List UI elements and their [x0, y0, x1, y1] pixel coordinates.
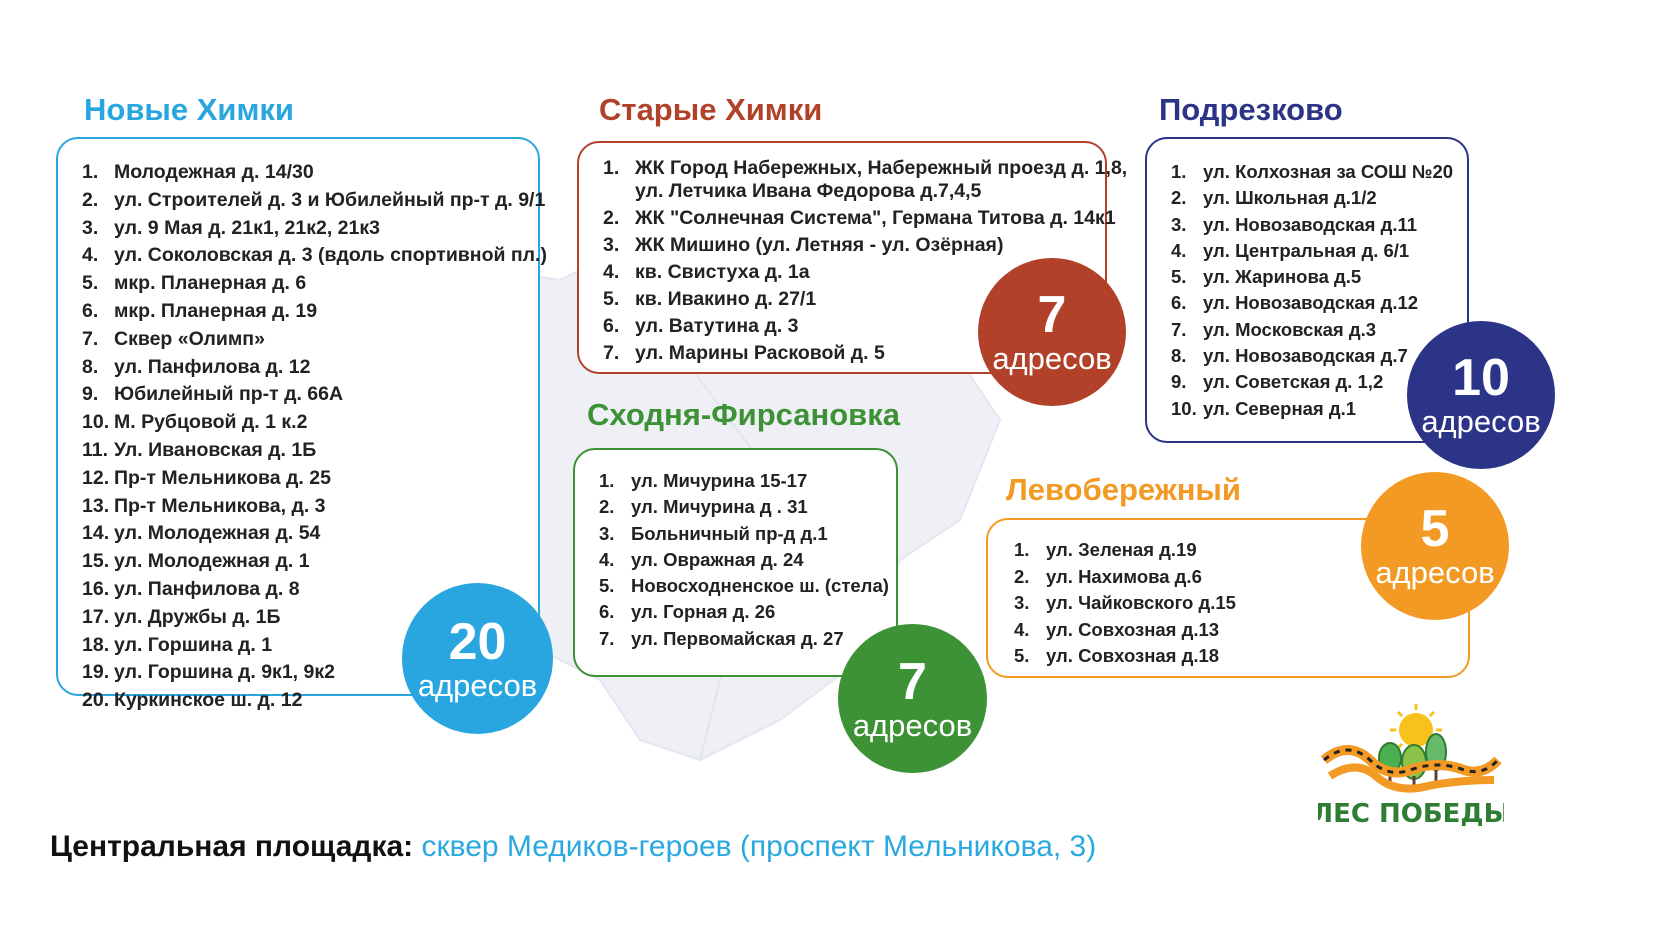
central-site-value: сквер Медиков-героев (проспект Мельникова, 3): [421, 830, 1097, 863]
address-number: 4.: [82, 244, 99, 267]
central-site-line: [50, 830, 1096, 864]
address-text: [114, 270, 306, 298]
address-number: 5.: [599, 575, 615, 597]
logo-graphic: [1318, 700, 1504, 830]
district-title-novye-khimki: Новые Химки: [84, 92, 294, 127]
address-text-line: ул. Строителей д. 3 и Юбилейный пр-т д. 9/1: [114, 188, 546, 211]
address-number: 2.: [1171, 187, 1187, 209]
address-number: 10.: [82, 411, 110, 434]
address-text: [631, 573, 889, 599]
address-number: 6.: [1171, 292, 1187, 314]
address-number: 2.: [1014, 565, 1030, 587]
address-text: [114, 298, 317, 326]
address-text-line: ул. Молодежная д. 1: [114, 550, 310, 573]
address-text-line: Новосходненское ш. (стела): [631, 575, 889, 597]
address-number: 3.: [1171, 213, 1187, 235]
address-number: 4.: [1171, 239, 1187, 261]
address-text: [114, 242, 547, 270]
address-text-line: ЖК Мишино (ул. Летняя - ул. Озёрная): [635, 234, 1004, 256]
address-text-line: ул. Соколовская д. 3 (вдоль спортивной пл.): [114, 244, 547, 267]
address-text-line: ул. Жаринова д.5: [1203, 266, 1362, 288]
badge-unit: адресов: [992, 341, 1112, 376]
address-item: [603, 157, 1128, 203]
address-text: [631, 468, 807, 494]
count-badge-starye-khimki: [978, 258, 1126, 406]
address-text-line: ЖК "Солнечная Система", Германа Титова д. 14к1: [635, 207, 1116, 229]
address-text-line: ул. Дружбы д. 1Б: [114, 605, 281, 628]
address-text: [114, 409, 307, 437]
address-number: 6.: [599, 601, 615, 623]
address-text-line: ул. Центральная д. 6/1: [1203, 239, 1410, 261]
address-item: [599, 599, 896, 625]
badge-count: 7: [898, 652, 927, 711]
address-text-line: Пр-т Мельникова, д. 3: [114, 494, 326, 517]
address-number: 4.: [603, 261, 620, 283]
badge-count: 5: [1420, 500, 1450, 558]
address-text: [635, 315, 799, 338]
address-item: [599, 521, 896, 547]
address-text: [1203, 396, 1356, 422]
badge-unit: адресов: [1421, 404, 1541, 439]
address-text-line: Молодежная д. 14/30: [114, 161, 314, 183]
badge-count: 10: [1452, 349, 1510, 407]
address-number: 4.: [599, 548, 615, 570]
address-text: [1203, 264, 1361, 290]
address-text: [114, 548, 310, 576]
address-number: 2.: [82, 188, 99, 211]
address-text: [1046, 643, 1219, 670]
address-text: [635, 342, 885, 365]
address-text-line: ул. Совхозная д.13: [1046, 618, 1220, 640]
district-title-skhodnya: Сходня-Фирсановка: [587, 397, 900, 432]
address-item: [82, 493, 538, 521]
address-number: 18.: [82, 633, 110, 656]
address-text-line: ул. 9 Мая д. 21к1, 21к2, 21к3: [114, 216, 380, 239]
address-number: 2.: [599, 496, 615, 518]
address-text: [635, 157, 1127, 203]
address-item: [599, 468, 896, 494]
address-number: 1.: [82, 161, 99, 183]
address-text-line: ул. Горшина д. 9к1, 9к2: [114, 661, 335, 684]
address-item: [82, 520, 538, 548]
address-number: 1.: [1014, 539, 1030, 560]
address-text: [1203, 238, 1409, 264]
address-text: [114, 604, 280, 632]
address-item: [82, 437, 538, 465]
address-text: [1203, 317, 1376, 343]
address-text-line: ул. Летчика Ивана Федорова д.7,4,5: [635, 180, 982, 202]
address-number: 13.: [82, 494, 110, 517]
address-item: [82, 465, 538, 493]
address-number: 3.: [82, 216, 99, 239]
address-number: 20.: [82, 689, 110, 712]
address-text: [1046, 564, 1202, 591]
address-text: [114, 381, 343, 409]
address-number: 17.: [82, 605, 110, 628]
address-text: [114, 659, 335, 687]
address-text-line: ул. Колхозная за СОШ №20: [1203, 161, 1454, 182]
address-text: [631, 599, 775, 625]
address-text: [114, 687, 302, 715]
district-title-levoberezhny: Левобережный: [1006, 472, 1241, 507]
address-item: [1171, 185, 1467, 211]
address-number: 19.: [82, 661, 110, 684]
address-text-line: ул. Ватутина д. 3: [635, 315, 799, 337]
address-text-line: ул. Советская д. 1,2: [1203, 371, 1384, 393]
address-item: [82, 326, 538, 354]
address-number: 14.: [82, 522, 110, 545]
address-text: [1203, 369, 1383, 395]
address-number: 1.: [1171, 161, 1187, 182]
badge-unit: адресов: [1375, 555, 1495, 590]
district-title-podrezkovo: Подрезково: [1159, 92, 1343, 127]
address-number: 7.: [603, 342, 620, 364]
address-text: [1203, 290, 1418, 316]
address-number: 7.: [1171, 318, 1187, 340]
address-text: [631, 626, 844, 652]
address-text: [114, 437, 316, 465]
address-text: [114, 187, 545, 215]
address-number: 9.: [82, 383, 99, 406]
address-text: [114, 493, 326, 521]
address-text-line: М. Рубцовой д. 1 к.2: [114, 411, 308, 434]
address-text-line: ул. Мичурина д . 31: [631, 496, 808, 518]
address-text-line: ул. Нахимова д.6: [1046, 565, 1202, 587]
address-text-line: ул. Чайковского д.15: [1046, 592, 1236, 613]
address-number: 3.: [603, 234, 620, 256]
address-item: [82, 187, 546, 215]
address-number: 11.: [82, 438, 109, 461]
address-text: [1203, 343, 1408, 369]
address-item: [82, 159, 538, 187]
address-number: 15.: [82, 550, 110, 573]
address-number: 1.: [603, 157, 620, 179]
address-number: 3.: [599, 522, 615, 544]
badge-unit: адресов: [417, 667, 538, 703]
address-box-skhodnya: [573, 448, 898, 677]
address-text-line: ул. Марины Расковой д. 5: [635, 342, 885, 364]
address-item: [1171, 290, 1467, 316]
address-text-line: Юбилейный пр-т д. 66А: [114, 383, 344, 406]
address-text-line: ул. Новозаводская д.12: [1203, 292, 1419, 314]
address-item: [599, 494, 896, 520]
address-text-line: ул. Горная д. 26: [631, 601, 776, 623]
address-text: [631, 521, 828, 547]
count-badge-skhodnya: [838, 624, 987, 773]
address-item: [82, 381, 538, 409]
address-text: [114, 326, 265, 354]
address-text: [631, 494, 808, 520]
district-title-starye-khimki: Старые Химки: [599, 92, 823, 127]
address-text-line: ул. Северная д.1: [1203, 397, 1357, 419]
address-number: 10.: [1171, 397, 1197, 419]
address-text-line: кв. Свистуха д. 1а: [635, 261, 810, 283]
address-item: [82, 354, 538, 382]
address-number: 4.: [1014, 618, 1030, 640]
address-item: [1171, 264, 1467, 290]
address-item: [599, 573, 896, 599]
address-number: 6.: [82, 299, 99, 322]
count-badge-novye-khimki: [402, 583, 553, 734]
address-text: [1046, 590, 1236, 617]
badge-unit: адресов: [852, 707, 973, 743]
address-text-line: ул. Молодежная д. 54: [114, 522, 321, 545]
address-text-line: ул. Новозаводская д.7: [1203, 345, 1408, 367]
address-number: 5.: [1171, 266, 1187, 288]
address-number: 16.: [82, 577, 110, 600]
address-text: [631, 547, 804, 573]
address-text-line: Ул. Ивановская д. 1Б: [114, 438, 317, 461]
address-item: [82, 270, 538, 298]
address-item: [603, 234, 1105, 257]
address-text: [1046, 537, 1197, 564]
address-text-line: ЖК Город Набережных, Набережный проезд д. 1,8,: [635, 157, 1128, 179]
address-text-line: Сквер «Олимп»: [114, 327, 265, 350]
address-text-line: ул. Совхозная д.18: [1046, 645, 1220, 666]
address-number: 1.: [599, 470, 615, 491]
address-text: [114, 576, 300, 604]
address-number: 6.: [603, 315, 620, 337]
count-badge-levoberezhny: [1361, 472, 1509, 620]
address-text: [635, 207, 1116, 230]
address-text-line: ул. Московская д.3: [1203, 318, 1377, 340]
address-text: [114, 354, 310, 382]
address-item: [82, 242, 547, 270]
address-text: [1203, 185, 1377, 211]
count-badge-podrezkovo: [1407, 321, 1555, 469]
address-text-line: ул. Школьная д.1/2: [1203, 187, 1377, 209]
address-number: 5.: [82, 272, 99, 295]
address-text-line: кв. Ивакино д. 27/1: [635, 288, 817, 310]
address-text: [114, 159, 314, 187]
address-item: [82, 548, 538, 576]
address-item: [1171, 317, 1467, 343]
logo-text: ЛЕС ПОБЕДЫ: [1318, 799, 1504, 829]
address-item: [599, 626, 896, 652]
address-text-line: ул. Мичурина 15-17: [631, 470, 808, 491]
address-number: 12.: [82, 466, 110, 489]
address-text-line: ул. Панфилова д. 8: [114, 577, 300, 600]
address-item: [82, 298, 538, 326]
address-item: [82, 409, 538, 437]
address-item: [82, 215, 538, 243]
central-site-label: Центральная площадка:: [50, 830, 414, 863]
address-item: [1014, 643, 1468, 670]
address-text: [114, 465, 331, 493]
address-number: 2.: [603, 207, 620, 229]
address-number: 5.: [603, 288, 620, 310]
address-text: [1203, 159, 1453, 185]
address-list-skhodnya: [599, 468, 896, 652]
address-number: 5.: [1014, 645, 1030, 666]
address-text-line: ул. Овражная д. 24: [631, 548, 804, 570]
address-text-line: ул. Зеленая д.19: [1046, 539, 1197, 560]
address-item: [1014, 617, 1468, 644]
badge-count: 7: [1037, 286, 1067, 344]
address-text: [635, 261, 810, 284]
address-text-line: мкр. Планерная д. 19: [114, 299, 318, 322]
address-item: [1171, 212, 1467, 238]
address-text: [635, 234, 1003, 257]
address-item: [603, 207, 1116, 230]
les-pobedy-logo: [1318, 700, 1504, 830]
address-text-line: ул. Новозаводская д.11: [1203, 213, 1418, 235]
address-text: [114, 632, 272, 660]
address-text: [1203, 212, 1417, 238]
address-item: [1171, 159, 1467, 185]
address-text: [1046, 617, 1219, 644]
badge-count: 20: [448, 612, 507, 671]
address-item: [599, 547, 896, 573]
address-number: 8.: [82, 355, 99, 378]
address-text-line: Больничный пр-д д.1: [631, 522, 828, 544]
address-text-line: Куркинское ш. д. 12: [114, 689, 303, 712]
address-text-line: ул. Первомайская д. 27: [631, 627, 844, 649]
address-text-line: ул. Горшина д. 1: [114, 633, 273, 656]
address-number: 7.: [599, 627, 615, 649]
address-text: [635, 288, 816, 311]
address-number: 9.: [1171, 371, 1187, 393]
address-number: 7.: [82, 327, 99, 350]
address-item: [1171, 238, 1467, 264]
address-text-line: Пр-т Мельникова д. 25: [114, 466, 331, 489]
address-text-line: мкр. Планерная д. 6: [114, 272, 307, 295]
address-number: 8.: [1171, 345, 1187, 367]
address-text: [114, 215, 380, 243]
address-number: 3.: [1014, 592, 1030, 613]
address-text: [114, 520, 320, 548]
address-text-line: ул. Панфилова д. 12: [114, 355, 311, 378]
